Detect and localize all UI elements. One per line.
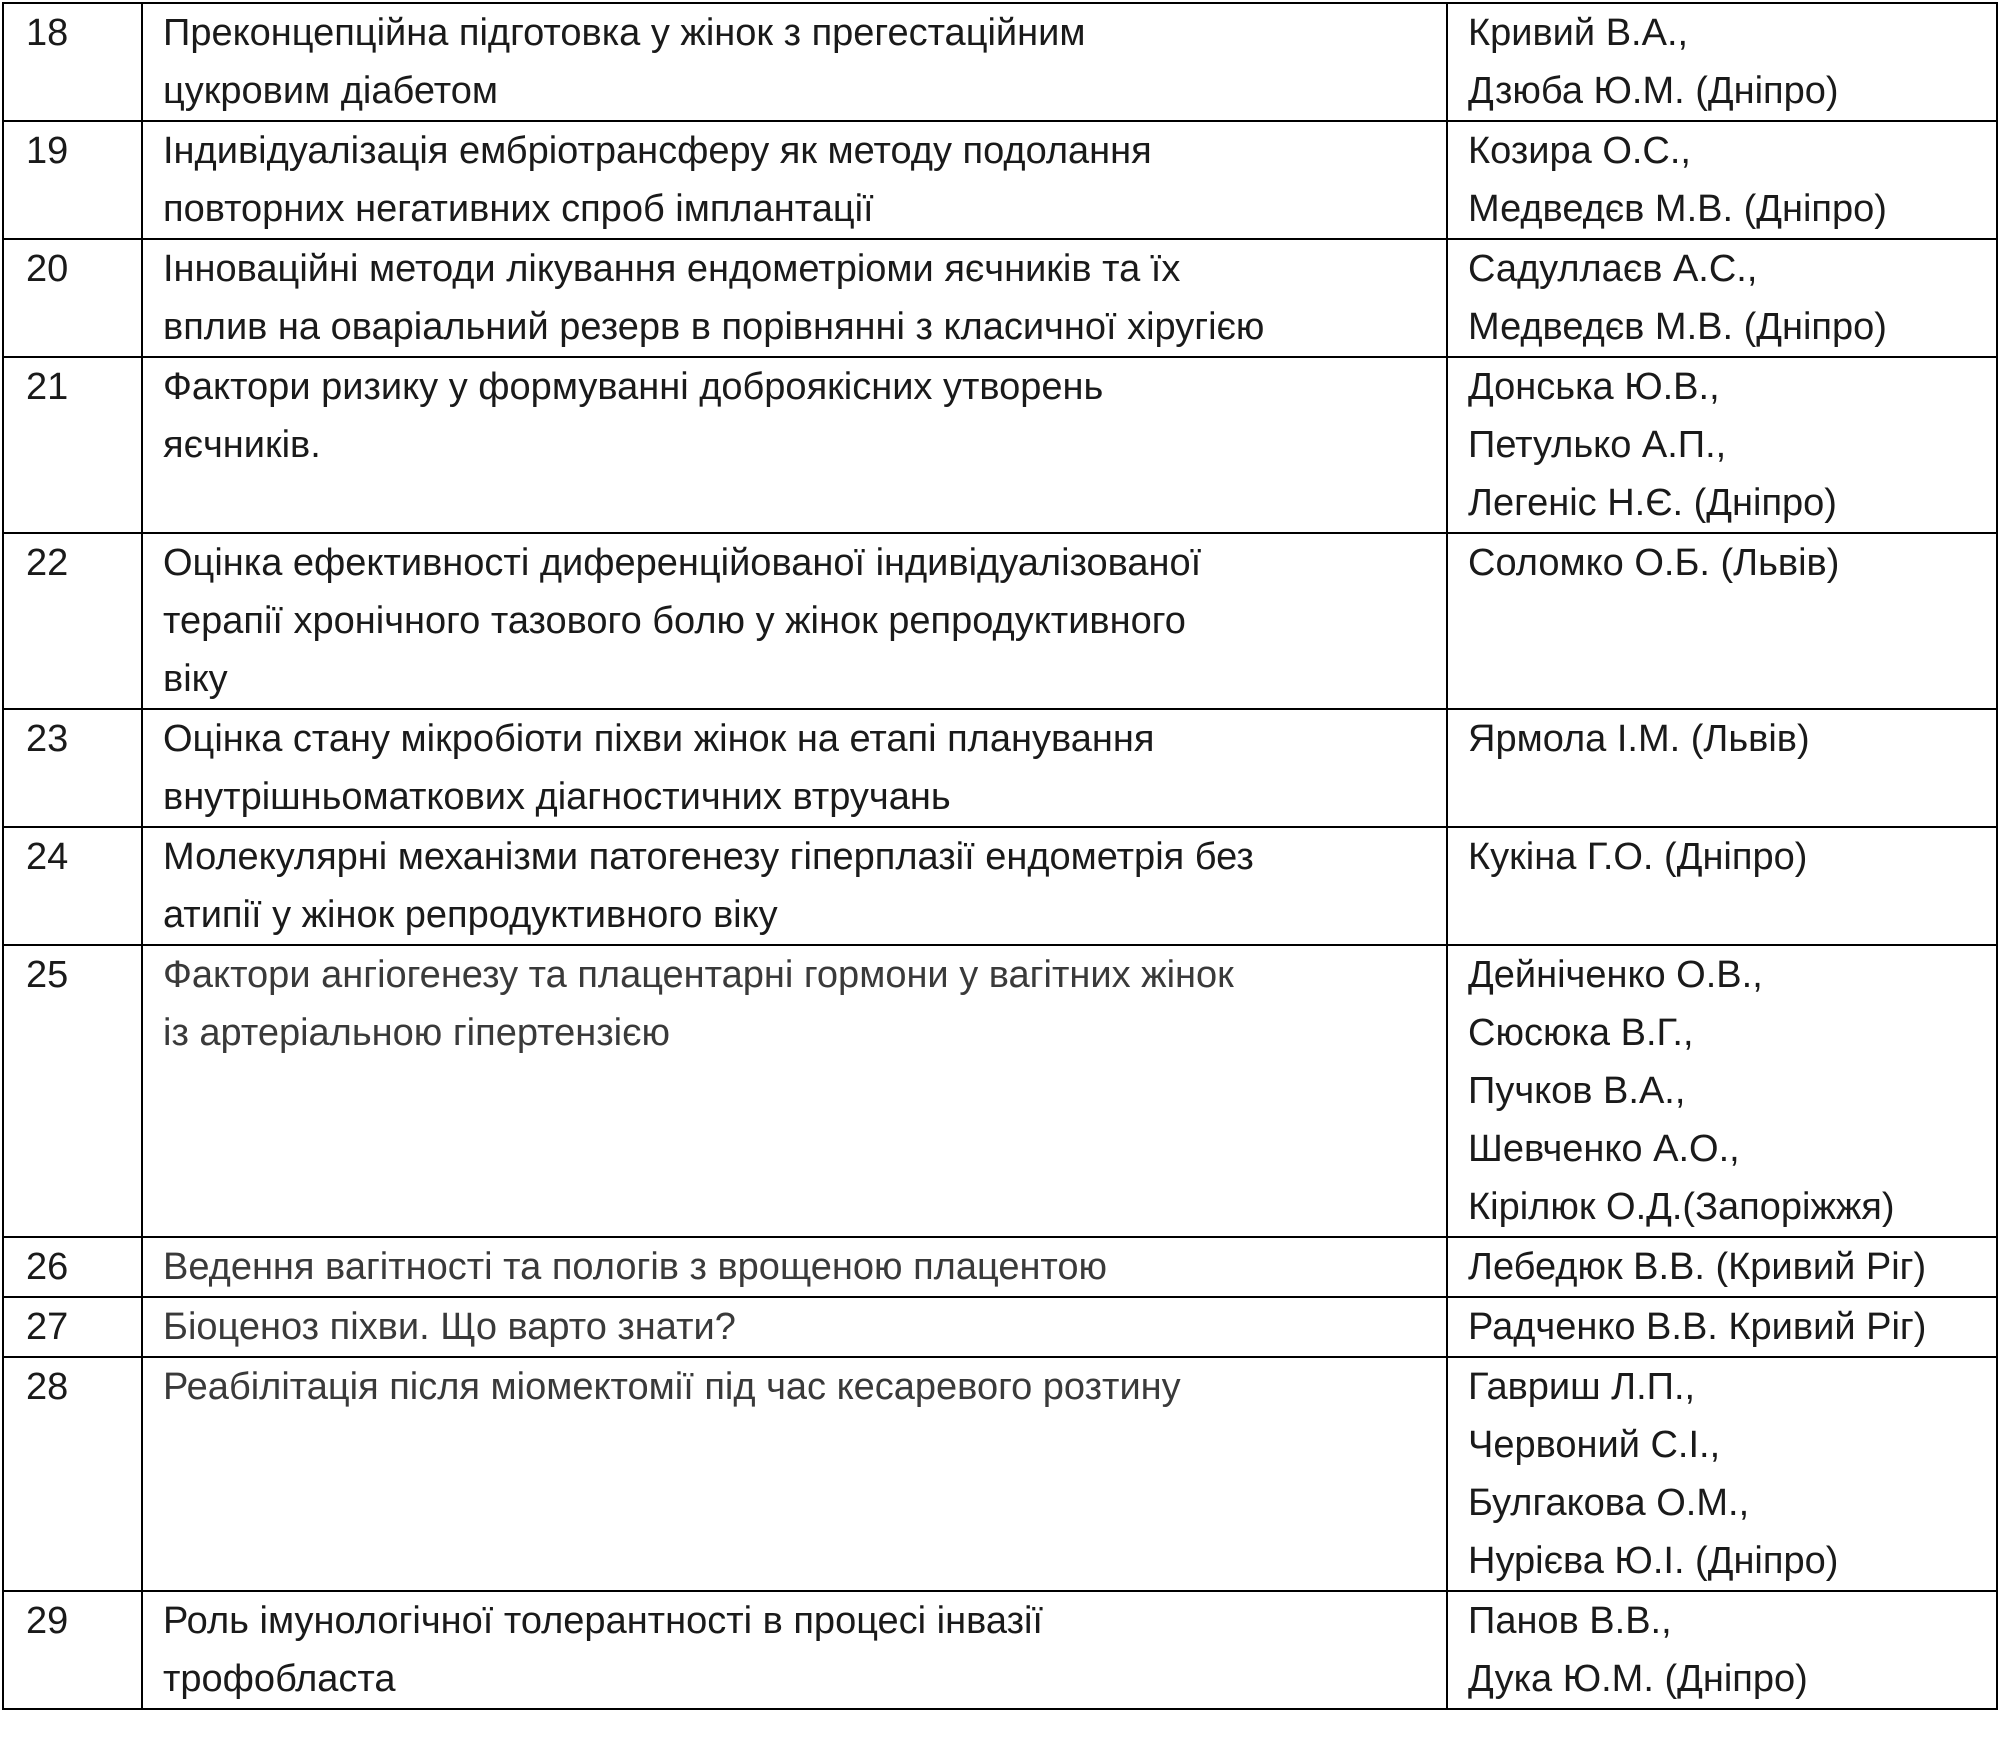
- report-title-line: Роль імунологічної толерантності в процесі інвазії: [163, 1600, 1043, 1642]
- row-number: 29: [3, 1591, 142, 1709]
- table-row: [3, 121, 1997, 239]
- report-authors: [1447, 945, 1997, 1237]
- report-title-line: віку: [163, 658, 228, 700]
- report-authors: [1447, 1357, 1997, 1591]
- author-line: Сюсюка В.Г.,: [1468, 1012, 1694, 1054]
- author-line: Петулько А.П.,: [1468, 424, 1727, 466]
- program-table-body: [3, 3, 1997, 1709]
- report-authors: [1447, 1591, 1997, 1709]
- report-title: [142, 239, 1447, 357]
- author-line: Шевченко А.О.,: [1468, 1128, 1740, 1170]
- report-title: [142, 709, 1447, 827]
- author-line: Дука Ю.М. (Дніпро): [1468, 1658, 1808, 1700]
- report-title-line: повторних негативних спроб імплантації: [163, 188, 874, 230]
- report-authors: [1447, 3, 1997, 121]
- report-title: [142, 1357, 1447, 1591]
- report-title: [142, 121, 1447, 239]
- author-line: Легеніс Н.Є. (Дніпро): [1468, 482, 1837, 524]
- report-authors: [1447, 121, 1997, 239]
- table-row: [3, 1357, 1997, 1591]
- author-line: Садуллаєв А.С.,: [1468, 248, 1758, 290]
- author-line: Пучков В.А.,: [1468, 1070, 1686, 1112]
- report-title-line: із артеріальною гіпертензією: [163, 1012, 670, 1054]
- report-authors: [1447, 239, 1997, 357]
- report-title-line: Фактори ризику у формуванні доброякісних утворень: [163, 366, 1104, 408]
- author-line: Козира О.С.,: [1468, 130, 1691, 172]
- report-title: [142, 1591, 1447, 1709]
- author-line: Донська Ю.В.,: [1468, 366, 1720, 408]
- table-row: [3, 945, 1997, 1237]
- report-title-line: Реабілітація після міомектомії під час кесаревого розтину: [163, 1366, 1181, 1408]
- table-row: [3, 533, 1997, 709]
- report-title-line: внутрішньоматкових діагностичних втручань: [163, 776, 951, 818]
- author-line: Медведєв М.В. (Дніпро): [1468, 306, 1887, 348]
- author-line: Дейніченко О.В.,: [1468, 954, 1763, 996]
- table-row: [3, 357, 1997, 533]
- author-line: Булгакова О.М.,: [1468, 1482, 1750, 1524]
- row-number: 18: [3, 3, 142, 121]
- row-number: 25: [3, 945, 142, 1237]
- table-row: [3, 1591, 1997, 1709]
- author-line: Кривий В.А.,: [1468, 12, 1689, 54]
- row-number: 23: [3, 709, 142, 827]
- report-title-line: терапії хронічного тазового болю у жінок репродуктивного: [163, 600, 1186, 642]
- author-line: Нурієва Ю.І. (Дніпро): [1468, 1540, 1839, 1582]
- author-line: Панов В.В.,: [1468, 1600, 1672, 1642]
- report-title-line: вплив на оваріальний резерв в порівнянні з класичної хіругією: [163, 306, 1265, 348]
- author-line: Медведєв М.В. (Дніпро): [1468, 188, 1887, 230]
- author-line: Кукіна Г.О. (Дніпро): [1468, 836, 1808, 878]
- author-line: Кірілюк О.Д.(Запоріжжя): [1468, 1186, 1895, 1228]
- report-authors: [1447, 1237, 1997, 1297]
- author-line: Червоний С.І.,: [1468, 1424, 1721, 1466]
- row-number: 20: [3, 239, 142, 357]
- report-authors: [1447, 1297, 1997, 1357]
- table-row: [3, 709, 1997, 827]
- report-title-line: Преконцепційна підготовка у жінок з прегестаційним: [163, 12, 1086, 54]
- report-title-line: Молекулярні механізми патогенезу гіперплазії ендометрія без: [163, 836, 1254, 878]
- report-title-line: Індивідуалізація ембріотрансферу як методу подолання: [163, 130, 1152, 172]
- report-title-line: Фактори ангіогенезу та плацентарні гормони у вагітних жінок: [163, 954, 1234, 996]
- report-authors: [1447, 357, 1997, 533]
- report-title-line: атипії у жінок репродуктивного віку: [163, 894, 778, 936]
- report-title: [142, 1237, 1447, 1297]
- row-number: 26: [3, 1237, 142, 1297]
- report-title-line: Інноваційні методи лікування ендометріоми яєчників та їх: [163, 248, 1181, 290]
- report-title-line: Оцінка стану мікробіоти піхви жінок на етапі планування: [163, 718, 1155, 760]
- author-line: Лебедюк В.В. (Кривий Ріг): [1468, 1246, 1927, 1288]
- row-number: 28: [3, 1357, 142, 1591]
- report-title-line: трофобласта: [163, 1658, 396, 1700]
- report-title: [142, 827, 1447, 945]
- row-number: 27: [3, 1297, 142, 1357]
- author-line: Гавриш Л.П.,: [1468, 1366, 1696, 1408]
- author-line: Радченко В.В. Кривий Ріг): [1468, 1306, 1927, 1348]
- program-table: [2, 2, 1998, 1710]
- author-line: Соломко О.Б. (Львів): [1468, 542, 1840, 584]
- report-title-line: цукровим діабетом: [163, 70, 498, 112]
- table-row: [3, 1297, 1997, 1357]
- row-number: 24: [3, 827, 142, 945]
- row-number: 19: [3, 121, 142, 239]
- report-title-line: яєчників.: [163, 424, 321, 466]
- report-title: [142, 357, 1447, 533]
- report-title-line: Біоценоз піхви. Що варто знати?: [163, 1306, 736, 1348]
- report-authors: [1447, 827, 1997, 945]
- row-number: 21: [3, 357, 142, 533]
- table-row: [3, 3, 1997, 121]
- table-row: [3, 1237, 1997, 1297]
- report-title: [142, 3, 1447, 121]
- report-authors: [1447, 533, 1997, 709]
- report-title: [142, 533, 1447, 709]
- row-number: 22: [3, 533, 142, 709]
- author-line: Дзюба Ю.М. (Дніпро): [1468, 70, 1839, 112]
- report-title: [142, 1297, 1447, 1357]
- table-row: [3, 239, 1997, 357]
- report-authors: [1447, 709, 1997, 827]
- report-title-line: Оцінка ефективності диференційованої індивідуалізованої: [163, 542, 1202, 584]
- table-row: [3, 827, 1997, 945]
- report-title: [142, 945, 1447, 1237]
- report-title-line: Ведення вагітності та пологів з врощеною плацентою: [163, 1246, 1108, 1288]
- author-line: Ярмола І.М. (Львів): [1468, 718, 1810, 760]
